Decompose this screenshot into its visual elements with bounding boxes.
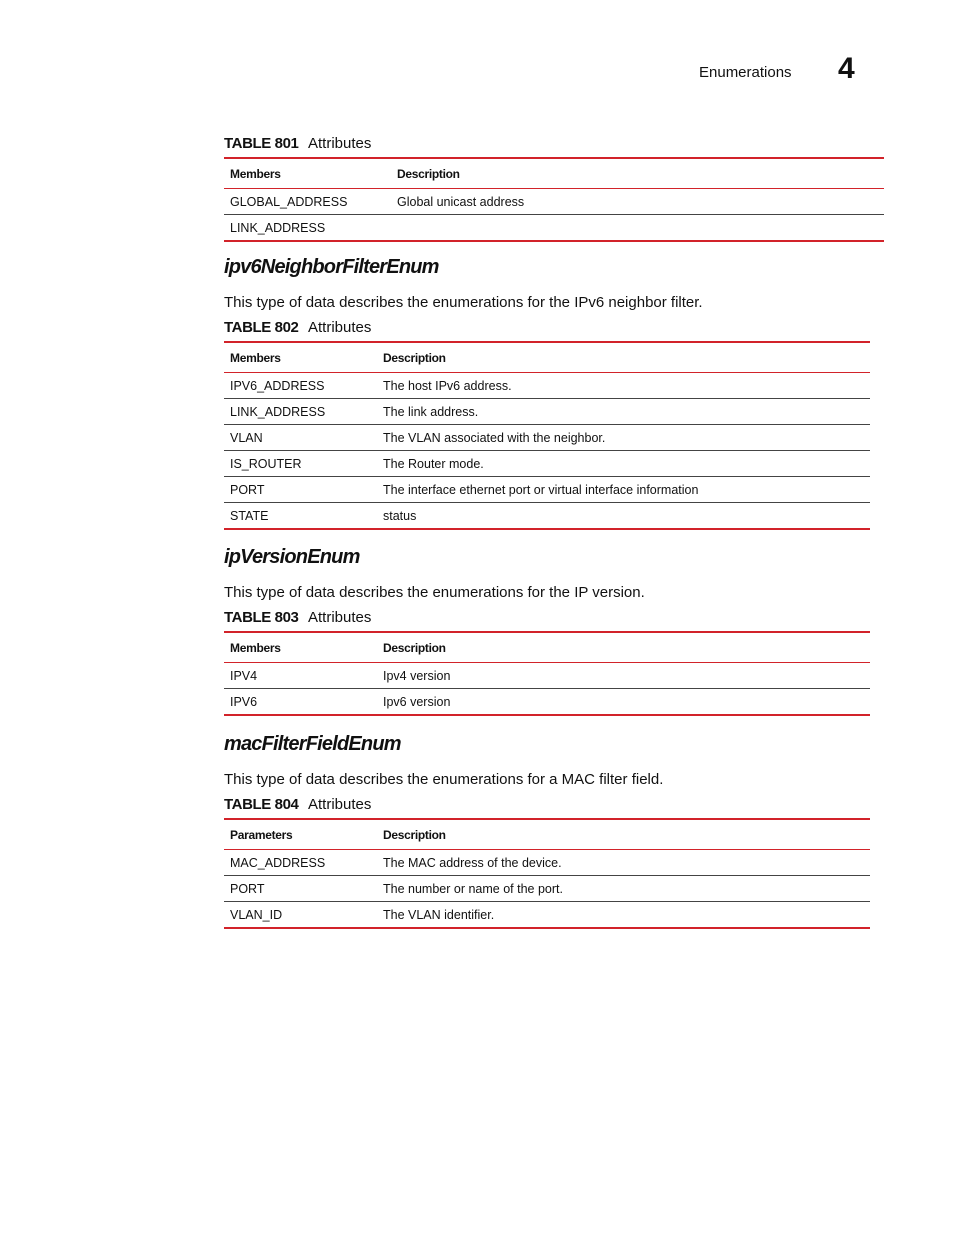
table-cell: The MAC address of the device.: [383, 855, 562, 870]
table-803-label: TABLE 803: [224, 609, 299, 626]
table-cell: Ipv4 version: [383, 668, 451, 683]
section-heading-ip-version-enum: ipVersionEnum: [224, 546, 360, 568]
table-cell: VLAN: [230, 430, 263, 445]
column-header: Members: [230, 350, 281, 365]
table-row: [224, 689, 870, 716]
table-row: [224, 189, 884, 215]
table-cell: MAC_ADDRESS: [230, 855, 326, 870]
table-802-caption: [224, 319, 372, 336]
table-803-name: Attributes: [308, 609, 372, 626]
table-cell: IS_ROUTER: [230, 456, 302, 471]
column-header: Members: [230, 166, 281, 181]
table-cell: IPV4: [230, 668, 258, 683]
table-802: [224, 341, 870, 530]
table-cell: The Router mode.: [383, 456, 484, 471]
table-row: [224, 850, 870, 876]
table-cell: Ipv6 version: [383, 694, 451, 709]
table-cell: status: [383, 508, 417, 523]
section-description: This type of data describes the enumerations for the IPv6 neighbor filter.: [224, 294, 703, 311]
table-cell: VLAN_ID: [230, 907, 283, 922]
running-header-section: Enumerations: [699, 64, 792, 81]
table-804: [224, 818, 870, 929]
table-cell: The number or name of the port.: [383, 881, 563, 896]
table-804-label: TABLE 804: [224, 796, 299, 813]
table-803-caption: [224, 609, 372, 626]
table-header-row: [224, 342, 870, 373]
table-cell: The link address.: [383, 404, 479, 419]
table-cell: LINK_ADDRESS: [230, 404, 326, 419]
table-804-caption: [224, 796, 372, 813]
table-row: [224, 399, 870, 425]
table-cell: IPV6_ADDRESS: [230, 378, 325, 393]
table-row: [224, 477, 870, 503]
column-header: Description: [397, 166, 460, 181]
table-cell: LINK_ADDRESS: [230, 220, 326, 235]
table-cell: PORT: [230, 881, 265, 896]
table-801-caption: [224, 135, 372, 152]
table-cell: The host IPv6 address.: [383, 378, 512, 393]
table-cell: Global unicast address: [397, 194, 525, 209]
table-cell: GLOBAL_ADDRESS: [230, 194, 348, 209]
table-header-row: [224, 819, 870, 850]
column-header: Description: [383, 827, 446, 842]
table-801: [224, 157, 884, 242]
table-cell: STATE: [230, 508, 269, 523]
table-row: [224, 215, 884, 242]
table-cell: The VLAN identifier.: [383, 907, 495, 922]
chapter-number: 4: [838, 52, 855, 85]
table-row: [224, 902, 870, 929]
table-row: [224, 876, 870, 902]
table-row: [224, 373, 870, 399]
table-804-name: Attributes: [308, 796, 372, 813]
section-description: This type of data describes the enumerations for a MAC filter field.: [224, 771, 664, 788]
column-header: Members: [230, 640, 281, 655]
table-cell: IPV6: [230, 694, 258, 709]
table-header-row: [224, 158, 884, 189]
table-cell: The VLAN associated with the neighbor.: [383, 430, 606, 445]
table-row: [224, 663, 870, 689]
table-cell: The interface ethernet port or virtual interface information: [383, 482, 699, 497]
column-header: Description: [383, 350, 446, 365]
table-row: [224, 503, 870, 530]
column-header: Description: [383, 640, 446, 655]
table-row: [224, 425, 870, 451]
column-header: Parameters: [230, 827, 293, 842]
section-heading-ipv6-neighbor-filter-enum: ipv6NeighborFilterEnum: [224, 256, 439, 278]
table-802-label: TABLE 802: [224, 319, 299, 336]
table-801-label: TABLE 801: [224, 135, 299, 152]
table-cell: PORT: [230, 482, 265, 497]
table-cell: [391, 215, 884, 242]
table-803: [224, 631, 870, 716]
table-801-name: Attributes: [308, 135, 372, 152]
table-802-name: Attributes: [308, 319, 372, 336]
table-header-row: [224, 632, 870, 663]
table-row: [224, 451, 870, 477]
section-description: This type of data describes the enumerations for the IP version.: [224, 584, 645, 601]
section-heading-mac-filter-field-enum: macFilterFieldEnum: [224, 733, 401, 755]
